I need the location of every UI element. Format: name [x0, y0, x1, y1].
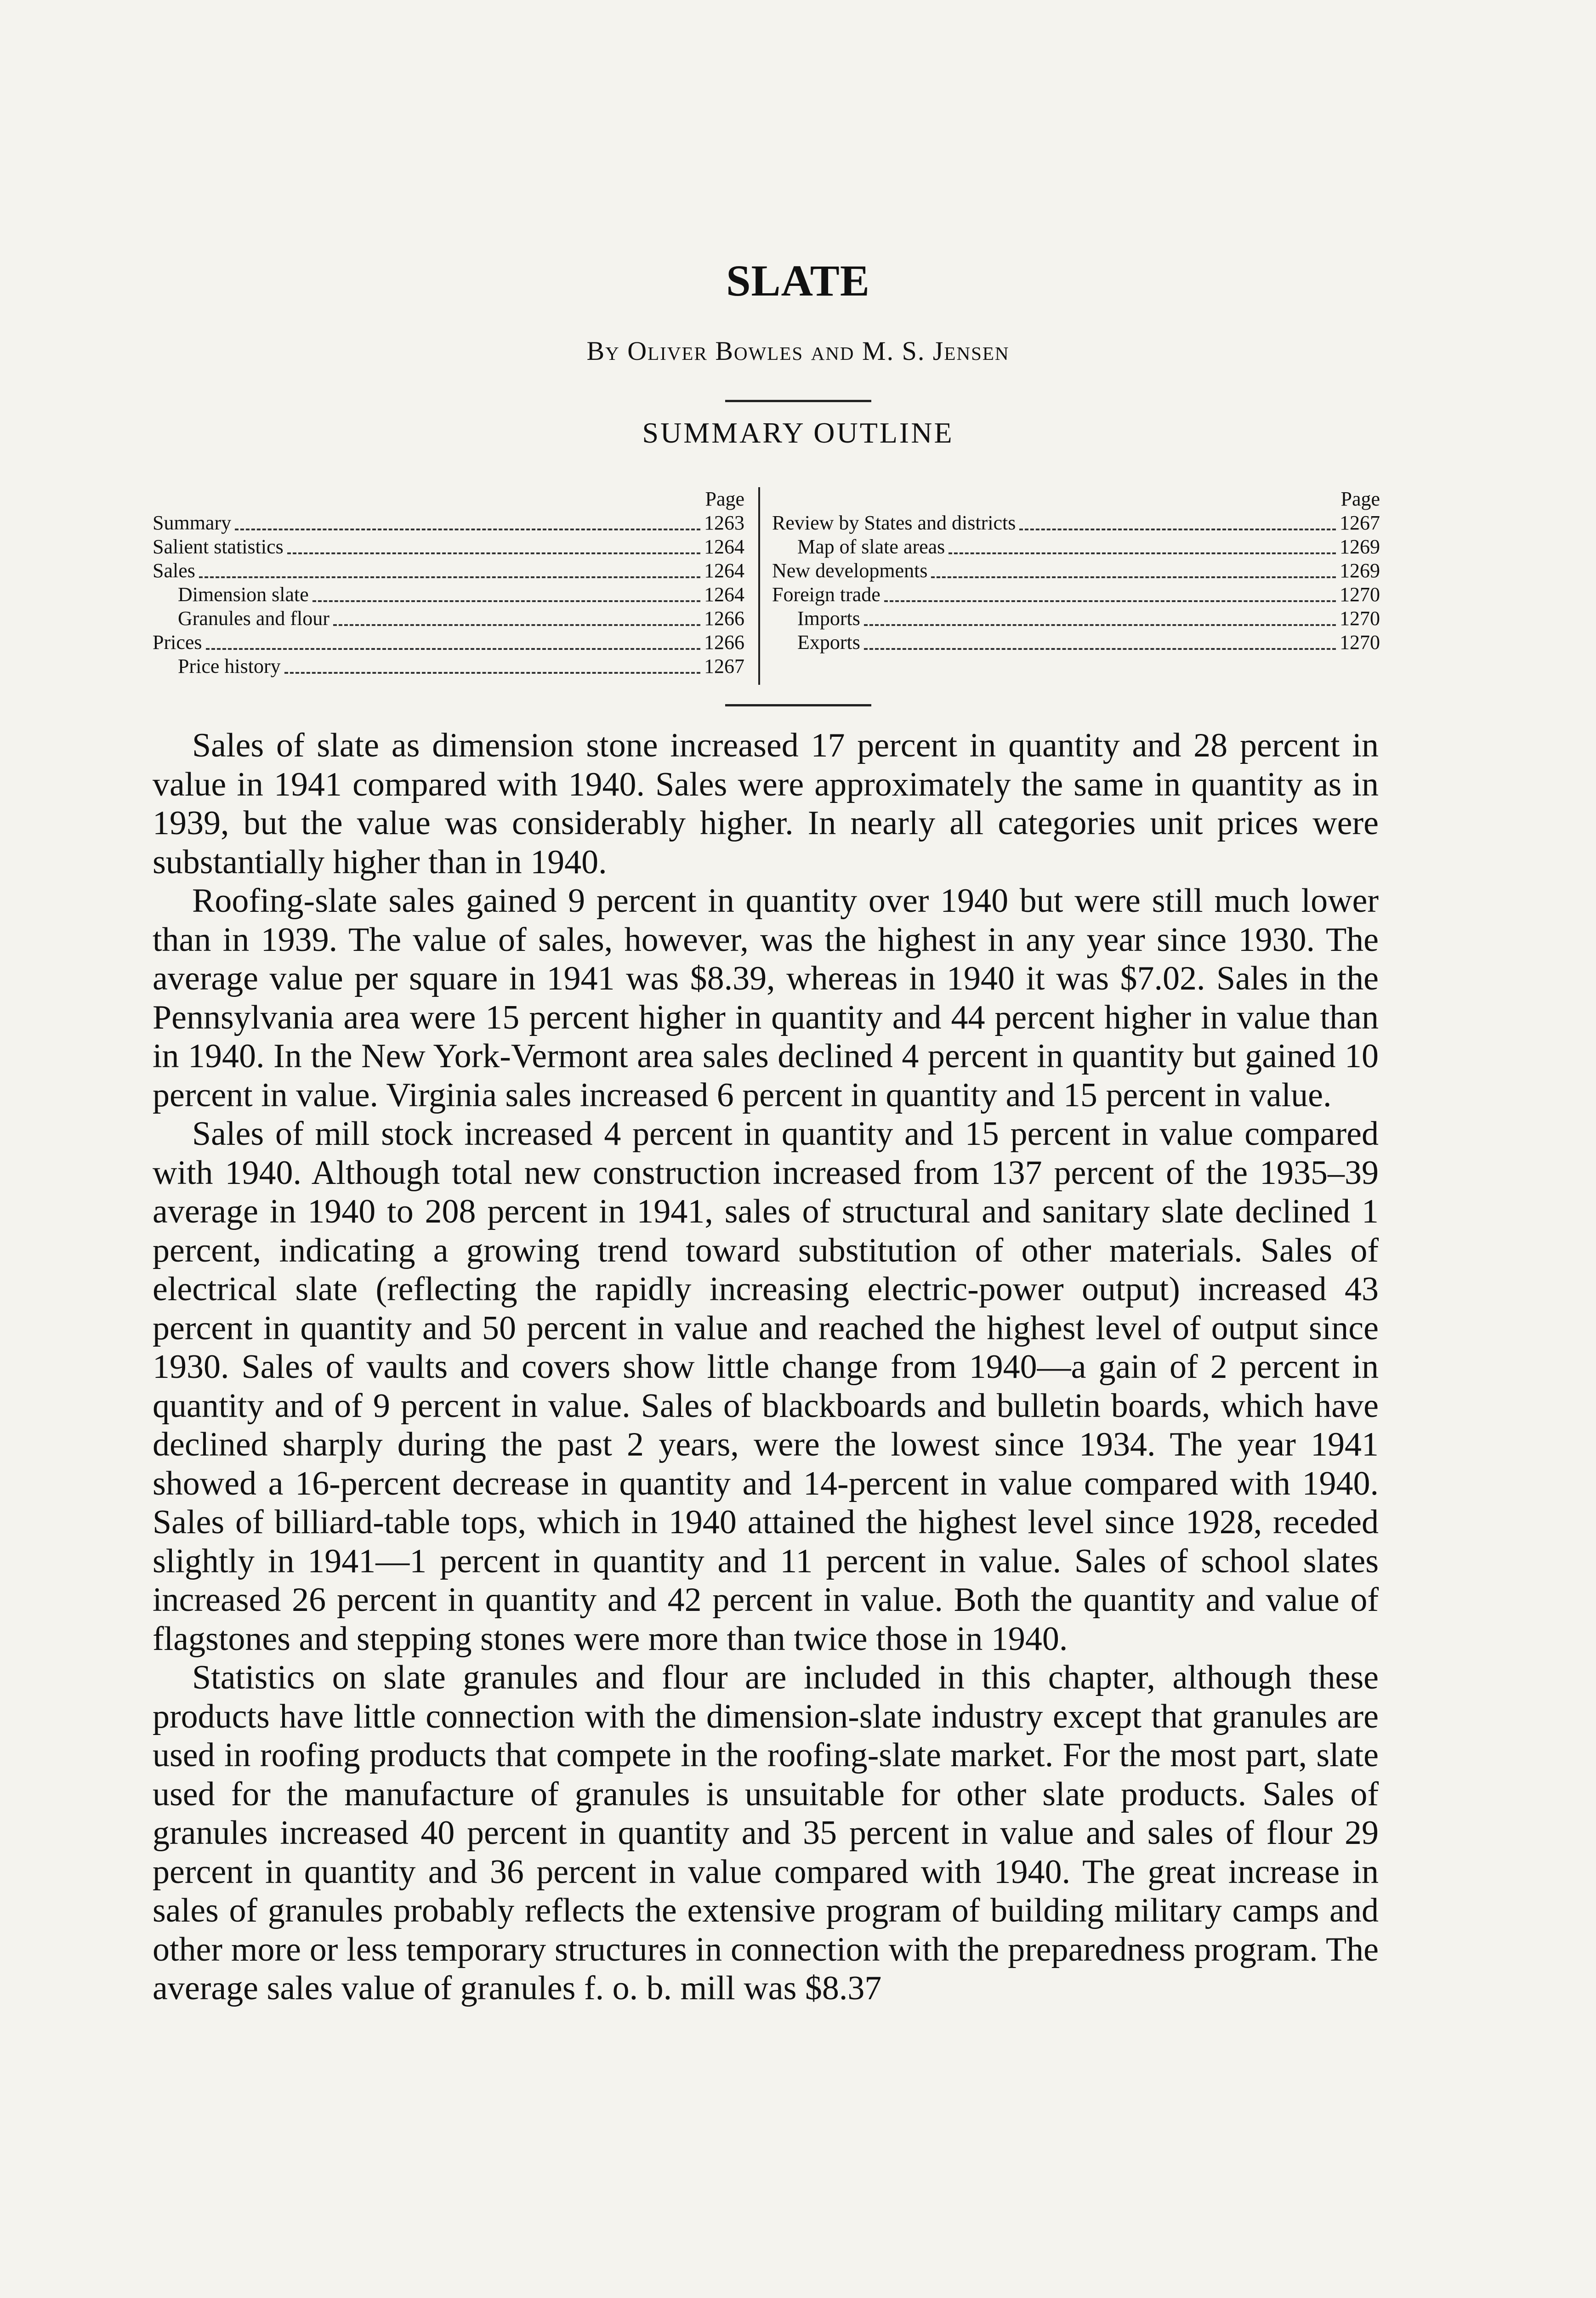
toc-entry — [772, 511, 1380, 535]
toc-right-list — [772, 511, 1380, 654]
toc-leader-dots — [312, 600, 700, 602]
toc-left-column — [153, 487, 744, 678]
toc-entry-page: 1269 — [1340, 559, 1380, 582]
toc-leader-dots — [1019, 529, 1336, 530]
toc-entry-label: Map of slate areas — [797, 535, 945, 558]
toc-leader-dots — [206, 648, 700, 650]
toc-entry-page: 1264 — [704, 559, 744, 582]
toc-entry — [153, 654, 744, 678]
paragraph: Statistics on slate granules and flour are included in this chapter, although these products have little connection with the dimension-slate industry except that granules are used in roofing products that compete in the roofing-slate market. For the most part, slate used for the manufacture of granules is unsuitable for other slate products. Sales of granules increased 40 percent in quantity and 35 percent in value and sales of flour 29 percent in quantity and 36 percent in value compared with 1940. The great increase in sales of granules probably reflects the extensive program of building military camps and other more or less temporary structures in connection with the preparedness program. The average sales value of granules f. o. b. mill was $8.37 — [153, 1659, 1379, 2007]
toc-leader-dots — [333, 624, 700, 626]
toc-entry-label: Prices — [153, 631, 202, 654]
toc-entry-page: 1267 — [1340, 512, 1380, 534]
toc-right-column — [772, 487, 1380, 654]
toc-entry-page: 1266 — [704, 607, 744, 630]
toc-entry — [153, 511, 744, 535]
toc-entry-label: Price history — [178, 655, 281, 677]
toc-entry-page: 1270 — [1340, 631, 1380, 654]
toc-leader-dots — [287, 552, 700, 554]
toc-entry-label: Imports — [797, 607, 860, 630]
toc-entry-label: Sales — [153, 559, 195, 582]
toc-column-divider — [758, 487, 760, 685]
toc-entry — [153, 583, 744, 607]
toc-leader-dots — [235, 529, 700, 530]
author-byline: By Oliver Bowles and M. S. Jensen — [586, 336, 1010, 366]
toc-entry-page: 1264 — [704, 535, 744, 558]
toc-entry — [772, 535, 1380, 559]
toc-leader-dots — [884, 600, 1336, 602]
toc-entry — [772, 631, 1380, 654]
body-text — [153, 726, 1379, 2008]
toc-entry-page: 1267 — [704, 655, 744, 677]
toc-entry-page: 1269 — [1340, 535, 1380, 558]
toc-page-heading: Page — [1340, 488, 1380, 510]
title-rule — [725, 400, 871, 402]
outline-end-rule — [725, 704, 871, 706]
toc-entry — [772, 559, 1380, 583]
toc-entry-label: New developments — [772, 559, 928, 582]
toc-entry — [153, 631, 744, 654]
toc-entry-label: Exports — [797, 631, 860, 654]
toc-entry-label: Summary — [153, 512, 232, 534]
toc-entry — [153, 607, 744, 631]
toc-entry-page: 1270 — [1340, 583, 1380, 606]
toc-entry — [153, 559, 744, 583]
toc-leader-dots — [931, 576, 1336, 578]
paragraph: Sales of slate as dimension stone increased 17 percent in quantity and 28 percent in value in 1941 compared with 1940. Sales were approximately the same in quantity as in 1939, but the value was considerably higher. In nearly all categories unit prices were substantially higher than in 1940. — [153, 727, 1379, 881]
paragraph: Roofing-slate sales gained 9 percent in quantity over 1940 but were still much lower than in 1939. The value of sales, however, was the highest in any year since 1930. The average value per square in 1941 was $8.39, whereas in 1940 it was $7.02. Sales in the Pennsylvania area were 15 percent higher in quantity and 44 percent higher in value than in 1940. In the New York-Vermont area sales declined 4 percent in quantity but gained 10 percent in value. Virginia sales increased 6 percent in quantity and 15 percent in value. — [153, 882, 1379, 1114]
toc-entry-page: 1263 — [704, 512, 744, 534]
toc-leader-dots — [199, 576, 700, 578]
toc-entry-label: Review by States and districts — [772, 512, 1016, 534]
toc-entry — [772, 583, 1380, 607]
toc-entry-label: Foreign trade — [772, 583, 880, 606]
paragraph: Sales of mill stock increased 4 percent in quantity and 15 percent in value compared with 1940. Although total new construction increased from 137 percent of the 1935–39 average in 1940 to 208 percent in 1941, sales of structural and sanitary slate declined 1 percent, indicating a growing trend toward substitution of other materials. Sales of electrical slate (reflecting the rapidly increasing electric-power output) increased 43 percent in quantity and 50 percent in value and reached the highest level of output since 1930. Sales of vaults and covers show little change from 1940—a gain of 2 percent in quantity and of 9 percent in value. Sales of blackboards and bulletin boards, which have declined sharply during the past 2 years, were the lowest since 1934. The year 1941 showed a 16-percent decrease in quantity and 14-percent in value compared with 1940. Sales of billiard-table tops, which in 1940 attained the highest level since 1928, receded slightly in 1941—1 percent in quantity and 11 percent in value. Sales of school slates increased 26 percent in quantity and 42 percent in value. Both the quantity and value of flagstones and stepping stones were more than twice those in 1940. — [153, 1115, 1379, 1658]
toc-leader-dots — [864, 624, 1336, 626]
toc-page-heading: Page — [705, 488, 744, 510]
toc-entry-page: 1264 — [704, 583, 744, 606]
summary-outline-heading: SUMMARY OUTLINE — [642, 416, 954, 449]
toc-entry-label: Dimension slate — [178, 583, 309, 606]
toc-leader-dots — [864, 648, 1336, 650]
toc-entry-page: 1266 — [704, 631, 744, 654]
toc-entry — [772, 607, 1380, 631]
toc-leader-dots — [949, 552, 1336, 554]
toc-entry — [153, 535, 744, 559]
toc-leader-dots — [284, 672, 700, 674]
chapter-title: SLATE — [726, 256, 870, 305]
toc-left-list — [153, 511, 744, 678]
toc-entry-label: Granules and flour — [178, 607, 329, 630]
toc-entry-label: Salient statistics — [153, 535, 284, 558]
toc-entry-page: 1270 — [1340, 607, 1380, 630]
